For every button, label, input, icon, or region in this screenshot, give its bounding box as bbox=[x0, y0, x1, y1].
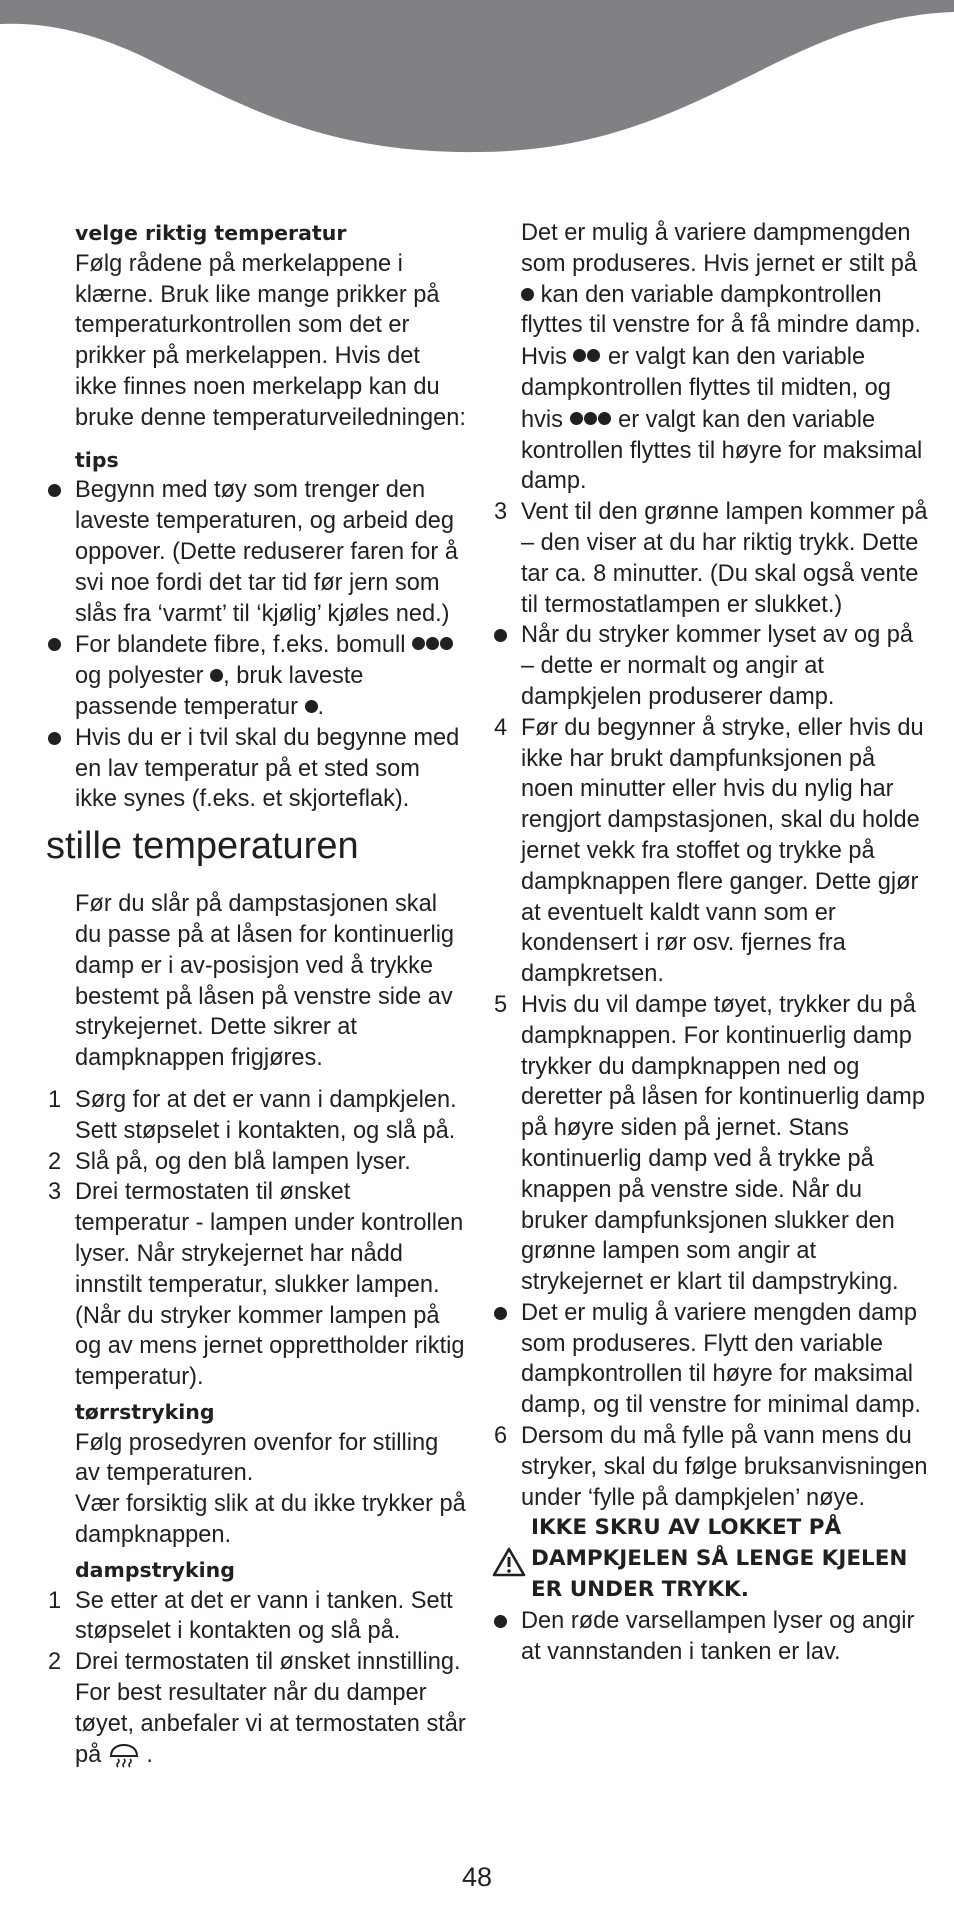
bullet-icon bbox=[494, 1307, 507, 1320]
list-item bbox=[46, 475, 466, 629]
torr-text-2: Vær forsiktig slik at du ikke trykker på dampknappen. bbox=[75, 1491, 466, 1549]
damp-step-1 bbox=[46, 1586, 466, 1648]
velge-text: Følg rådene på merkelappene i klærne. Bruk like mange prikker på temperaturkontrollen som det er prikker på merkelappen. Hvis det ikke finnes noen merkelapp kan du bruke denne temperaturveiledningen: bbox=[75, 250, 466, 431]
step-1 bbox=[46, 1085, 466, 1147]
step-text: Drei termostaten til ønsket innstilling. For best resultater når du damper tøyet, anbefaler vi at termostaten står på bbox=[75, 1649, 466, 1768]
tip-3-text: Hvis du er i tvil skal du begynne med en lav temperatur på et sted som ikke synes (f.eks. et skjorteflak). bbox=[75, 724, 460, 813]
header-wave-band bbox=[0, 0, 954, 160]
warning-block bbox=[492, 1513, 932, 1605]
step-6 bbox=[492, 1421, 932, 1513]
step-5 bbox=[492, 990, 932, 1298]
list-item bbox=[492, 1606, 932, 1668]
intro-text: Før du slår på dampstasjonen skal du passe på at låsen for kontinuerlig damp er i av-posisjon ved å trykke bestemt på låsen på venstre side av strykejernet. Dette sikrer at dampknappen frigjøres. bbox=[75, 891, 455, 1072]
torr-heading: tørrstryking bbox=[75, 1399, 215, 1424]
two-dots-icon bbox=[573, 341, 601, 372]
step-number: 3 bbox=[494, 499, 508, 526]
one-dot-icon bbox=[521, 288, 534, 301]
tip-2-text-b: og polyester bbox=[75, 663, 204, 690]
damp-heading: dampstryking bbox=[75, 1557, 235, 1582]
list-item bbox=[492, 1298, 932, 1421]
steam-text-c: er valgt kan den variable dampkontrollen flyttes til midten, og hvis bbox=[521, 344, 891, 433]
step-text: Dersom du må fylle på vann mens du stryker, skal du følge bruksanvisningen under ‘fylle på dampkjelen’ nøye. bbox=[521, 1423, 928, 1511]
three-dots-icon bbox=[412, 629, 454, 660]
step-number: 1 bbox=[48, 1587, 62, 1614]
torr-text-1: Følg prosedyren ovenfor for stilling av temperaturen. bbox=[75, 1429, 439, 1487]
steam-text-b: kan den variable dampkontrollen flyttes til venstre for å få mindre damp. Hvis bbox=[521, 281, 921, 371]
warning-triangle-icon bbox=[492, 1547, 526, 1577]
steam-setting-icon bbox=[108, 1742, 140, 1768]
step-text: Slå på, og den blå lampen lyser. bbox=[75, 1148, 411, 1175]
left-column bbox=[46, 218, 466, 1770]
bullet-icon bbox=[494, 629, 507, 642]
step-number: 4 bbox=[494, 714, 508, 741]
one-dot-icon bbox=[305, 700, 318, 713]
tip-1-text: Begynn med tøy som trenger den laveste temperaturen, og arbeid deg oppover. (Dette reduserer faren for å svi noe fordi det tar tid før jern som slås fra ‘varmt’ til ‘kjølig’ kjøles ned.) bbox=[75, 477, 458, 627]
damp-step-2 bbox=[46, 1647, 466, 1770]
step-number: 1 bbox=[48, 1086, 62, 1113]
section-title: stille temperaturen bbox=[46, 825, 359, 868]
list-item bbox=[46, 629, 466, 722]
step-number: 5 bbox=[494, 991, 508, 1018]
bullet-text: Det er mulig å variere mengden damp som produseres. Flytt den variable dampkontrollen til høyre for maksimal damp, og til venstre for minimal damp. bbox=[521, 1299, 921, 1419]
step-number: 6 bbox=[494, 1423, 508, 1450]
bullet-text: Den røde varsellampen lyser og angir at vannstanden i tanken er lav. bbox=[521, 1607, 915, 1665]
steam-text-d: er valgt kan den variable kontrollen flyttes til høyre for maksimal damp. bbox=[521, 406, 923, 495]
list-item bbox=[492, 620, 932, 712]
step-number: 3 bbox=[48, 1179, 62, 1206]
step-text: Drei termostaten til ønsket temperatur - lampen under kontrollen lyser. Når strykejernet har nådd innstilt temperatur, slukker lampen. (Når du stryker kommer lampen på og av mens jernet opprettholder riktig temperatur). bbox=[75, 1179, 465, 1391]
step-number: 2 bbox=[48, 1649, 62, 1676]
step-4 bbox=[492, 713, 932, 990]
velge-heading: velge riktig temperatur bbox=[75, 221, 347, 245]
one-dot-icon bbox=[210, 669, 223, 682]
right-column bbox=[492, 218, 932, 1667]
step-text: Før du begynner å stryke, eller hvis du ikke har brukt dampfunksjonen på noen minutter eller hvis du nylig har rengjort dampstasjonen, skal du holde jernet vekk fra stoffet og trykke på dampknappen flere ganger. Dette gjør at eventuelt kaldt vann som er kondensert i rør osv. fjernes fra dampkretsen. bbox=[521, 714, 924, 988]
tips-heading: tips bbox=[75, 447, 119, 472]
tip-2-text-a: For blandete fibre, f.eks. bomull bbox=[75, 632, 406, 659]
bullet-text: Når du stryker kommer lyset av og på – dette er normalt og angir at dampkjelen produserer damp. bbox=[521, 622, 914, 710]
list-item bbox=[46, 723, 466, 815]
step-text: Sørg for at det er vann i dampkjelen. Sett støpselet i kontakten, og slå på. bbox=[75, 1086, 457, 1144]
steam-variation-text bbox=[492, 218, 932, 497]
step-3 bbox=[492, 497, 932, 620]
warning-text: IKKE SKRU AV LOKKET PÅ DAMPKJELEN SÅ LENGE KJELEN ER UNDER TRYKK. bbox=[531, 1515, 908, 1603]
bullet-icon bbox=[48, 732, 61, 745]
tip-2-text-c: , bruk laveste passende temperatur bbox=[75, 663, 364, 720]
bullet-icon bbox=[48, 638, 61, 651]
step-number: 2 bbox=[48, 1148, 62, 1175]
step-text: Se etter at det er vann i tanken. Sett støpselet i kontakten og slå på. bbox=[75, 1587, 453, 1645]
step-2 bbox=[46, 1147, 466, 1178]
steam-text-a: Det er mulig å variere dampmengden som produseres. Hvis jernet er stilt på bbox=[521, 220, 918, 277]
three-dots-icon bbox=[570, 404, 612, 435]
bullet-icon bbox=[494, 1615, 507, 1628]
step-3 bbox=[46, 1177, 466, 1393]
bullet-icon bbox=[48, 484, 61, 497]
step-text-end: . bbox=[146, 1741, 153, 1768]
page-number: 48 bbox=[461, 1862, 493, 1892]
step-text: Vent til den grønne lampen kommer på – den viser at du har riktig trykk. Dette tar ca. 8 minutter. (Du skal også vente til termostatlampen er slukket.) bbox=[521, 499, 928, 618]
tip-2-text-d: . bbox=[317, 693, 325, 720]
step-text: Hvis du vil dampe tøyet, trykker du på dampknappen. For kontinuerlig damp trykker du dampknappen ned og deretter på låsen for kontinuerlig damp på høyre siden på jernet. Stans kontinuerlig damp ved å trykke på knappen på venstre side. Når du bruker dampfunksjonen slukker den grønne lampen som angir at strykejernet er klart til dampstryking. bbox=[521, 991, 925, 1296]
